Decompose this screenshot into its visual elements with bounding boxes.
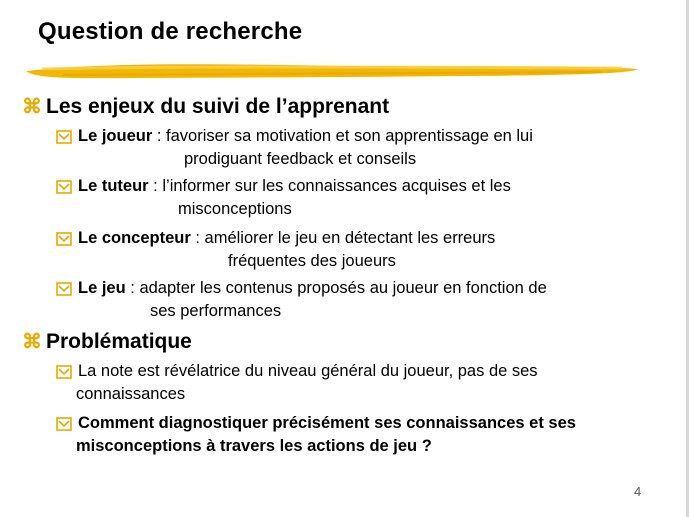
envelope-bullet-icon <box>56 130 72 144</box>
item-label: Le tuteur <box>78 177 149 195</box>
item-text: l’informer sur les connaissances acquises et les <box>162 177 511 195</box>
envelope-bullet-icon <box>56 282 72 296</box>
section-heading-problematique: ⌘ Problématique <box>22 329 192 353</box>
item-text: adapter les contenus proposés au joueur en fonction de <box>139 279 547 297</box>
envelope-bullet-icon <box>56 417 72 431</box>
item-text-continued: misconceptions à travers les actions de jeu ? <box>76 437 432 455</box>
item-text-continued: misconceptions <box>178 200 292 218</box>
title-underline-brush <box>22 58 642 82</box>
item-text-continued: ses performances <box>150 302 282 320</box>
item-text: La note est révélatrice du niveau général du joueur, pas de ses <box>78 362 538 380</box>
item-label: Le joueur <box>78 127 153 145</box>
item-text-continued: connaissances <box>76 385 186 403</box>
section-heading-enjeux: ⌘ Les enjeux du suivi de l’apprenant <box>22 94 390 118</box>
envelope-bullet-icon <box>56 232 72 246</box>
slide: Question de recherche ⌘ Les enjeux du suivi de l’apprenant Le joueur : favoriser sa motivation et son apprentissage en lui prodiguant feedback et conseils Le tuteur : l’informer sur les connaissances acquises et les misconceptions Le concepteur : améliorer le jeu en détectant les erreurs fréquentes des joueurs Le jeu : adapter les contenus proposés au joueur en fonction de ses performances ⌘ Problématique La note est révélatrice du niveau général du joueur, pas de ses connaissances Comment diagnostiquer précisément ses connaissances et ses misconceptions à travers les actions de jeu ? 4 <box>0 0 689 517</box>
command-bullet-icon: ⌘ <box>22 96 42 118</box>
item-label: Le concepteur <box>78 229 191 247</box>
command-bullet-icon: ⌘ <box>22 331 42 353</box>
item-text-continued: fréquentes des joueurs <box>228 252 396 270</box>
item-text: améliorer le jeu en détectant les erreurs <box>204 229 496 247</box>
envelope-bullet-icon <box>56 365 72 379</box>
slide-title: Question de recherche <box>38 18 303 45</box>
item-text: Comment diagnostiquer précisément ses connaissances et ses <box>78 414 576 432</box>
item-text: favoriser sa motivation et son apprentissage en lui <box>166 127 533 145</box>
envelope-bullet-icon <box>56 180 72 194</box>
item-label: Le jeu <box>78 279 126 297</box>
page-number: 4 <box>634 484 642 499</box>
item-text-continued: prodiguant feedback et conseils <box>184 150 417 168</box>
